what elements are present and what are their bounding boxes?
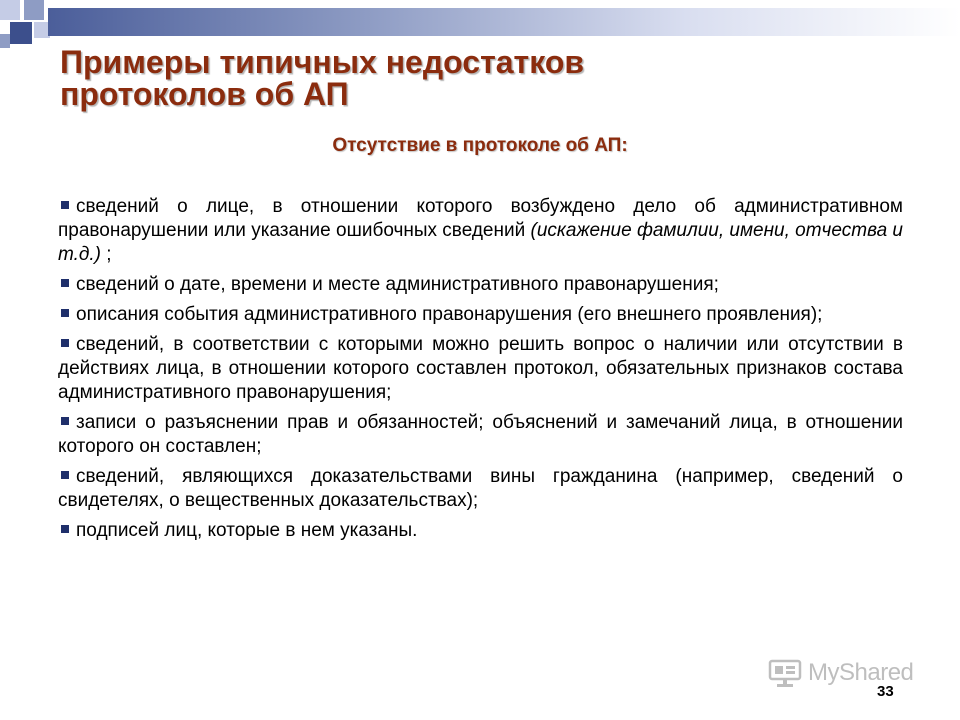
item-italic-note: (искажение фамилии, имени, отчества и т.д.) [58, 220, 903, 265]
watermark-text: MyShared [808, 659, 914, 686]
item-text: сведений о дате, времени и месте административного правонарушения; [76, 274, 719, 295]
list-item [58, 333, 903, 405]
title-line-1: Примеры типичных недостатков [60, 44, 585, 80]
list-item [58, 465, 903, 513]
square-bullet-icon [61, 279, 69, 287]
title-line-2: протоколов об АП [60, 76, 349, 112]
presentation-icon [768, 658, 802, 688]
square-bullet-icon [61, 471, 69, 479]
page-number: 33 [877, 683, 894, 700]
decor-square [24, 0, 44, 20]
list-item [58, 519, 903, 543]
decor-square [10, 22, 32, 44]
item-text: сведений, являющихся доказательствами вины гражданина (например, сведений о свидетелях, о вещественных доказательствах); [58, 466, 903, 511]
item-text: сведений о лице, в отношении которого возбуждено дело об административном правонарушении или указание ошибочных сведений [58, 196, 903, 241]
deficiency-list [58, 195, 903, 549]
square-bullet-icon [61, 417, 69, 425]
slide-subtitle: Отсутствие в протоколе об АП: [332, 135, 628, 156]
square-bullet-icon [61, 525, 69, 533]
item-text: описания события административного правонарушения (его внешнего проявления); [76, 304, 823, 325]
item-text: записи о разъяснении прав и обязанностей; объяснений и замечаний лица, в отношении которого он составлен; [58, 412, 903, 457]
item-text: сведений, в соответствии с которыми можно решить вопрос о наличии или отсутствии в действиях лица, в отношении которого составлен протокол, обязательных признаков состава административного правонарушения; [58, 334, 903, 403]
square-bullet-icon [61, 201, 69, 209]
decor-square [0, 34, 10, 48]
list-item [58, 273, 903, 297]
square-bullet-icon [61, 339, 69, 347]
list-item [58, 411, 903, 459]
decor-square [0, 0, 20, 20]
list-item [58, 195, 903, 267]
list-item [58, 303, 903, 327]
item-tail: ; [101, 244, 112, 265]
item-text: подписей лиц, которые в нем указаны. [76, 520, 418, 541]
square-bullet-icon [61, 309, 69, 317]
slide-title [60, 46, 920, 110]
header-gradient-bar [48, 8, 960, 36]
